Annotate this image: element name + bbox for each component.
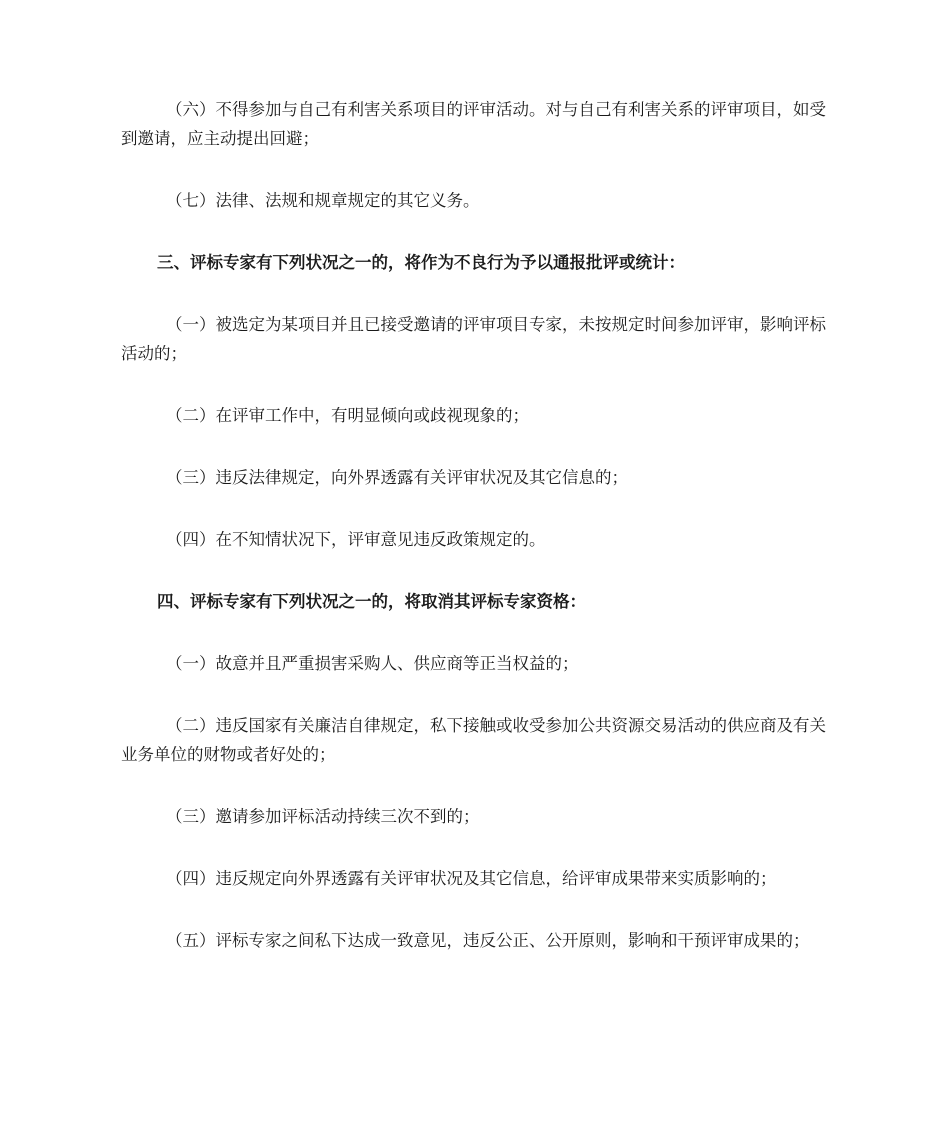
section-4-item-3: （三）邀请参加评标活动持续三次不到的； — [166, 807, 480, 826]
section-heading-3: 三、评标专家有下列状况之一的，将作为不良行为予以通报批评或统计： — [157, 253, 685, 272]
section-heading-4: 四、评标专家有下列状况之一的，将取消其评标专家资格： — [157, 592, 586, 611]
section-4-item-1: （一）故意并且严重损害采购人、供应商等正当权益的； — [166, 654, 579, 673]
section-4-item-5: （五）评标专家之间私下达成一致意见，违反公正、公开原则，影响和干预评审成果的； — [166, 931, 810, 950]
section-4-item-4: （四）违反规定向外界透露有关评审状况及其它信息，给评审成果带来实质影响的； — [166, 869, 777, 888]
section-3-item-4: （四）在不知情状况下，评审意见违反政策规定的。 — [166, 530, 546, 549]
section-3-item-1: （一）被选定为某项目并且已接受邀请的评审项目专家，未按规定时间参加评审，影响评标活动的； — [121, 315, 826, 363]
section-3-item-2: （二）在评审工作中，有明显倾向或歧视现象的； — [166, 406, 529, 425]
section-3-item-3: （三）违反法律规定，向外界透露有关评审状况及其它信息的； — [166, 468, 628, 487]
paragraph-item-7: （七）法律、法规和规章规定的其它义务。 — [166, 191, 480, 210]
paragraph-item-6: （六）不得参加与自己有利害关系项目的评审活动。对与自己有利害关系的评审项目，如受到邀请，应主动提出回避； — [121, 100, 826, 148]
section-4-item-2: （二）违反国家有关廉洁自律规定，私下接触或收受参加公共资源交易活动的供应商及有关业务单位的财物或者好处的； — [121, 716, 826, 764]
